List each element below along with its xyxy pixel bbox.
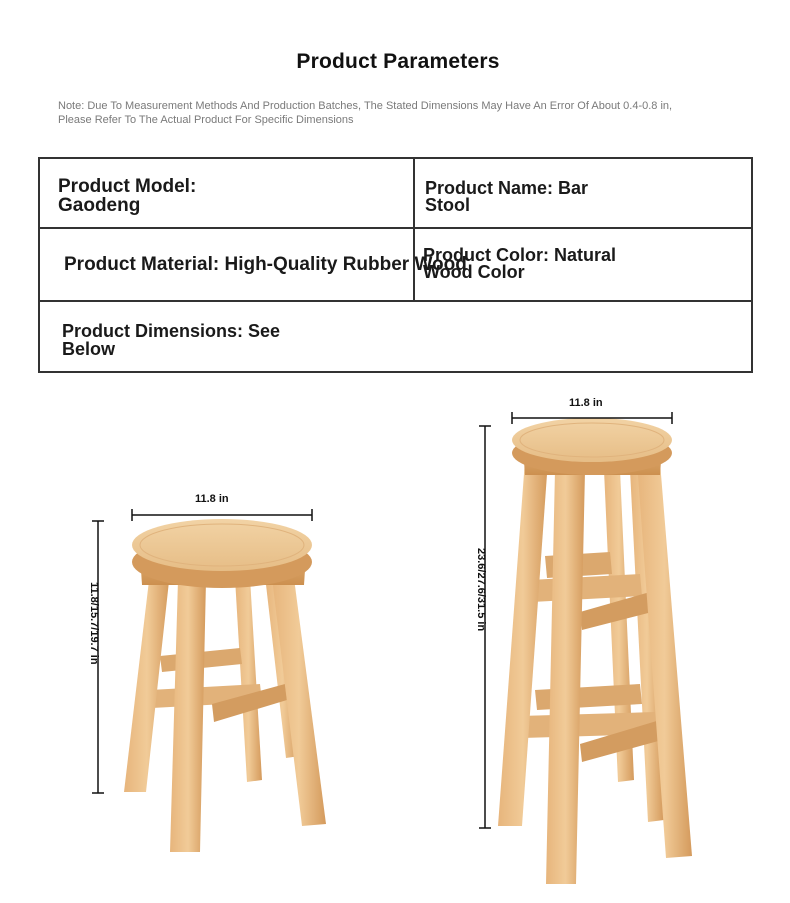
short-stool-image <box>124 519 326 852</box>
note-line-1: Note: Due To Measurement Methods And Production Batches, The Stated Dimensions May Have An Error Of About 0.4-0.8 in, <box>58 100 673 112</box>
tall-stool-image <box>498 418 692 884</box>
note-line-2: Please Refer To The Actual Product For Specific Dimensions <box>58 114 354 126</box>
product-color-label: Product Color: Natural <box>423 245 617 265</box>
product-dimensions-label: Product Dimensions: See <box>62 321 281 341</box>
tall-stool-height-label: 23.6/27.6/31.5 in <box>475 548 487 632</box>
product-name-value: Stool <box>425 195 470 215</box>
page-title: Product Parameters <box>296 50 500 73</box>
product-material-cell: Product Material: High-Quality Rubber Wood <box>64 254 467 275</box>
product-name-label: Product Name: Bar <box>425 178 589 198</box>
product-dimensions-value: Below <box>62 339 116 359</box>
short-stool-width-label: 11.8 in <box>195 493 229 505</box>
short-stool-height-label: 11.8/15.7/19.7 in <box>88 582 100 665</box>
product-model-label: Product Model: <box>58 176 197 197</box>
product-model-value: Gaodeng <box>58 195 141 216</box>
tall-stool-width-label: 11.8 in <box>569 397 603 409</box>
product-color-value: Wood Color <box>423 262 525 282</box>
